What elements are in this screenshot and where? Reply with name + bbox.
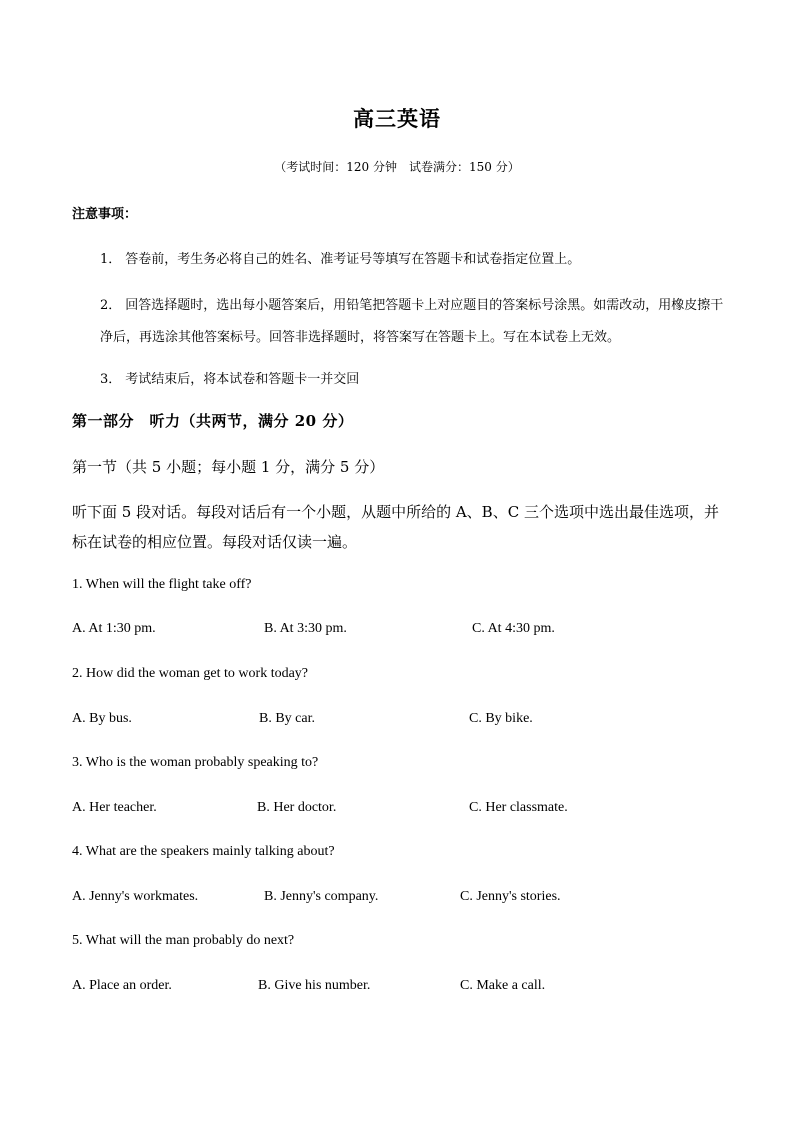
exam-duration-note: （考试时间：120 分钟 试卷满分：150 分）: [274, 160, 520, 174]
notice-item-text: 回答选择题时，选出每小题答案后，用铅笔把答题卡上对应题目的答案标号涂黑。如需改动，用橡皮擦干净后，再选涂其他答案标号。回答非选择题时，将答案写在答题卡上。写在本试卷上无效。: [100, 298, 724, 345]
question-stem: 3. Who is the woman probably speaking to?: [72, 755, 319, 770]
question-stem: 5. What will the man probably do next?: [72, 933, 295, 948]
notice-item-number: 1．: [100, 252, 122, 267]
notice-heading: 注意事项：: [72, 207, 138, 222]
question-stem: 1. When will the flight take off?: [72, 577, 252, 592]
option-b[interactable]: B. Give his number.: [258, 978, 371, 993]
option-c[interactable]: C. Her classmate.: [469, 800, 568, 815]
option-b[interactable]: B. Jenny's company.: [264, 889, 379, 904]
notice-item-text: 答卷前，考生务必将自己的姓名、准考证号等填写在答题卡和试卷指定位置上。: [125, 252, 581, 267]
option-b[interactable]: B. At 3:30 pm.: [264, 621, 347, 636]
option-a[interactable]: A. Her teacher.: [72, 800, 157, 815]
part-heading: 第一部分 听力（共两节，满分 20 分）: [72, 412, 354, 430]
option-c[interactable]: C. Make a call.: [460, 978, 546, 993]
notice-item-text: 考试结束后，将本试卷和答题卡一并交回: [125, 372, 360, 387]
option-c[interactable]: C. By bike.: [469, 711, 533, 726]
question-options: [72, 621, 722, 641]
option-a[interactable]: A. Place an order.: [72, 978, 172, 993]
notice-item: [100, 248, 725, 267]
option-a[interactable]: A. At 1:30 pm.: [72, 621, 156, 636]
notice-item-number: 3．: [100, 372, 122, 387]
option-b[interactable]: B. Her doctor.: [257, 800, 337, 815]
option-a[interactable]: A. By bus.: [72, 711, 132, 726]
section-instructions: 听下面 5 段对话。每段对话后有一个小题，从题中所给的 A、B、C 三个选项中选出最佳选项，并标在试卷的相应位置。每段对话仅读一遍。: [72, 503, 719, 551]
question-stem: 4. What are the speakers mainly talking about?: [72, 844, 335, 859]
question-options: [72, 800, 722, 820]
question-options: [72, 711, 722, 731]
notice-item: [100, 368, 725, 387]
notice-item-number: 2．: [100, 298, 122, 313]
page-title: 高三英语: [353, 106, 441, 131]
option-a[interactable]: A. Jenny's workmates.: [72, 889, 199, 904]
option-c[interactable]: C. At 4:30 pm.: [472, 621, 555, 636]
question-options: [72, 978, 722, 998]
notice-item: [100, 290, 725, 354]
question-options: [72, 889, 722, 909]
option-b[interactable]: B. By car.: [259, 711, 315, 726]
question-stem: 2. How did the woman get to work today?: [72, 666, 309, 681]
option-c[interactable]: C. Jenny's stories.: [460, 889, 561, 904]
section-heading: 第一节（共 5 小题；每小题 1 分，满分 5 分）: [72, 458, 385, 476]
